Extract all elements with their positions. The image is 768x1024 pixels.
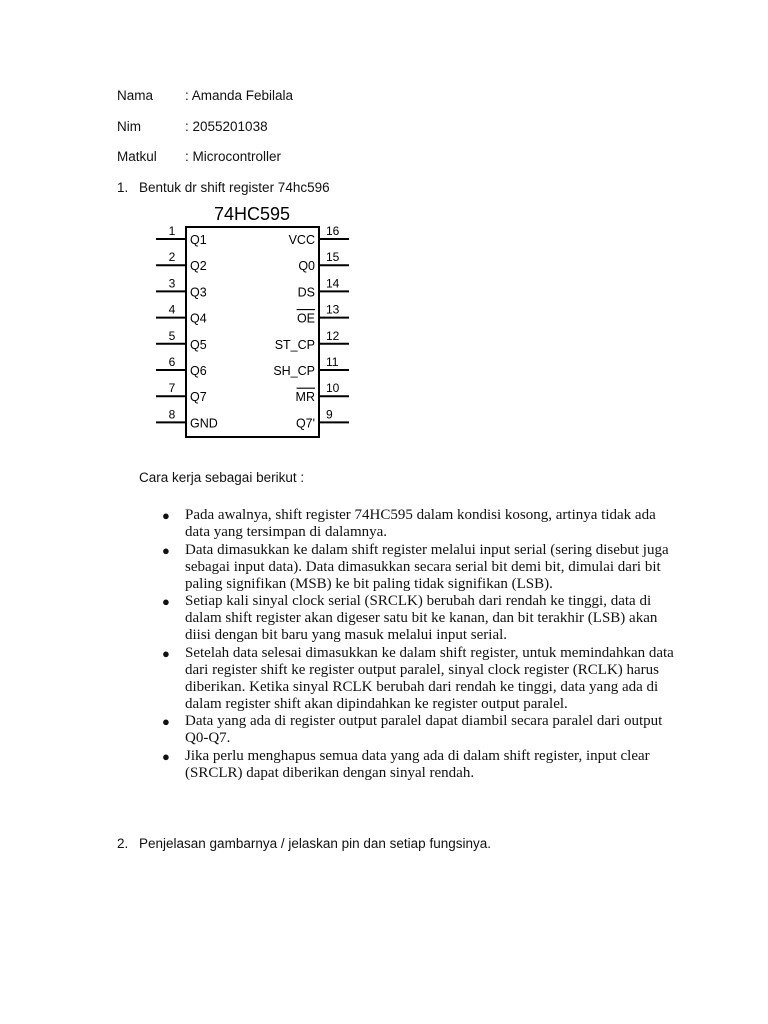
pin-number: 3 — [168, 276, 176, 291]
bullet-icon: ● — [162, 645, 170, 661]
chip-name: 74HC595 — [213, 204, 291, 224]
bullet-icon: ● — [162, 594, 170, 609]
bullet-text: Jika perlu menghapus semua data yang ada di dalam shift register, input clear (SRCLR) dapat diberikan dengan sinyal rendah. — [185, 747, 650, 781]
pin-label: Q4 — [190, 311, 207, 326]
pin-label: Q7 — [190, 390, 207, 405]
section2-title: Penjelasan gambarnya / jelaskan pin dan setiap fungsinya. — [139, 836, 491, 851]
bullet-text: Setiap kali sinyal clock serial (SRCLK) berubah dari rendah ke tinggi, data di dalam shift register akan digeser satu bit ke kanan, dan bit terakhir (LSB) akan diisi dengan bit baru yang masuk melalui input serial. — [185, 593, 658, 643]
section1-title: Bentuk dr shift register 74hc596 — [139, 180, 330, 195]
intro-text: Cara kerja sebagai berikut : — [139, 470, 305, 485]
pin-number: 15 — [326, 250, 340, 265]
pin-number: 7 — [168, 381, 176, 396]
label-matkul: Matkul — [117, 149, 157, 164]
pin-number: 6 — [168, 355, 176, 369]
pin-label: Q3 — [190, 285, 207, 300]
pin-number: 14 — [326, 276, 340, 291]
bullet-text: Data dimasukkan ke dalam shift register melalui input serial (sering disebut juga sebagai input data). Data dimasukkan secara serial bit demi bit, dimulai dari bit paling signifikan (MSB) ke bit paling tidak signifikan (LSB). — [185, 541, 669, 592]
pin-number: 9 — [326, 407, 333, 422]
ic-pinout-diagram — [150, 202, 355, 442]
value-matkul: : Microcontroller — [185, 149, 282, 164]
pin-label: Q6 — [190, 364, 207, 378]
bullet-text: Pada awalnya, shift register 74HC595 dalam kondisi kosong, artinya tidak ada data yang tersimpan di dalamnya. — [185, 507, 656, 540]
pin-number: 2 — [168, 250, 176, 265]
bullet-text: Setelah data selesai dimasukkan ke dalam shift register, untuk memindahkan data dari register shift ke register output paralel, sinyal clock register (RCLK) harus diberikan. Ketika sinyal RCLK berubah dari rendah ke tinggi, data yang ada di dalam register shift akan dipindahkan ke register output paralel. — [185, 644, 674, 712]
label-nim: Nim — [117, 119, 141, 134]
bullet-icon: ● — [162, 542, 170, 558]
bullet-list — [162, 507, 682, 782]
pin-label: GND — [190, 416, 218, 431]
pin-number: 8 — [168, 407, 176, 422]
section1-number: 1. — [117, 180, 129, 195]
pin-label: Q2 — [190, 259, 207, 274]
list-item — [162, 507, 682, 541]
pin-number: 16 — [326, 224, 340, 238]
pin-number: 1 — [168, 224, 176, 238]
value-nama: : Amanda Febilala — [185, 88, 294, 103]
pin-label: Q7' — [295, 416, 315, 431]
pin-number: 5 — [168, 328, 176, 343]
label-nama: Nama — [117, 88, 154, 103]
value-nim: : 2055201038 — [185, 119, 268, 134]
pin-label: DS — [297, 285, 315, 300]
pin-number: 13 — [326, 302, 340, 317]
bullet-icon: ● — [162, 508, 170, 523]
pin-number: 12 — [326, 328, 340, 343]
list-item — [162, 593, 682, 644]
right-pins — [273, 224, 349, 430]
pin-label: MR — [295, 390, 315, 405]
section2-number: 2. — [117, 836, 129, 851]
list-item — [162, 748, 682, 782]
pin-label: ST_CP — [274, 337, 315, 352]
pin-label: Q1 — [190, 233, 207, 247]
pin-number: 10 — [326, 381, 340, 396]
pin-label: OE — [296, 311, 315, 326]
list-item — [162, 645, 682, 713]
bullet-text: Data yang ada di register output paralel dapat diambil secara paralel dari output Q0-Q7. — [185, 713, 663, 746]
pin-label: SH_CP — [273, 364, 315, 378]
bullet-icon: ● — [162, 714, 170, 729]
pin-label: Q0 — [298, 259, 315, 274]
list-item — [162, 542, 682, 593]
pin-number: 4 — [168, 302, 176, 317]
pin-number: 11 — [326, 355, 339, 369]
pin-label: VCC — [288, 233, 315, 247]
bullet-icon: ● — [162, 748, 170, 764]
list-item — [162, 713, 682, 747]
pin-label: Q5 — [190, 337, 207, 352]
